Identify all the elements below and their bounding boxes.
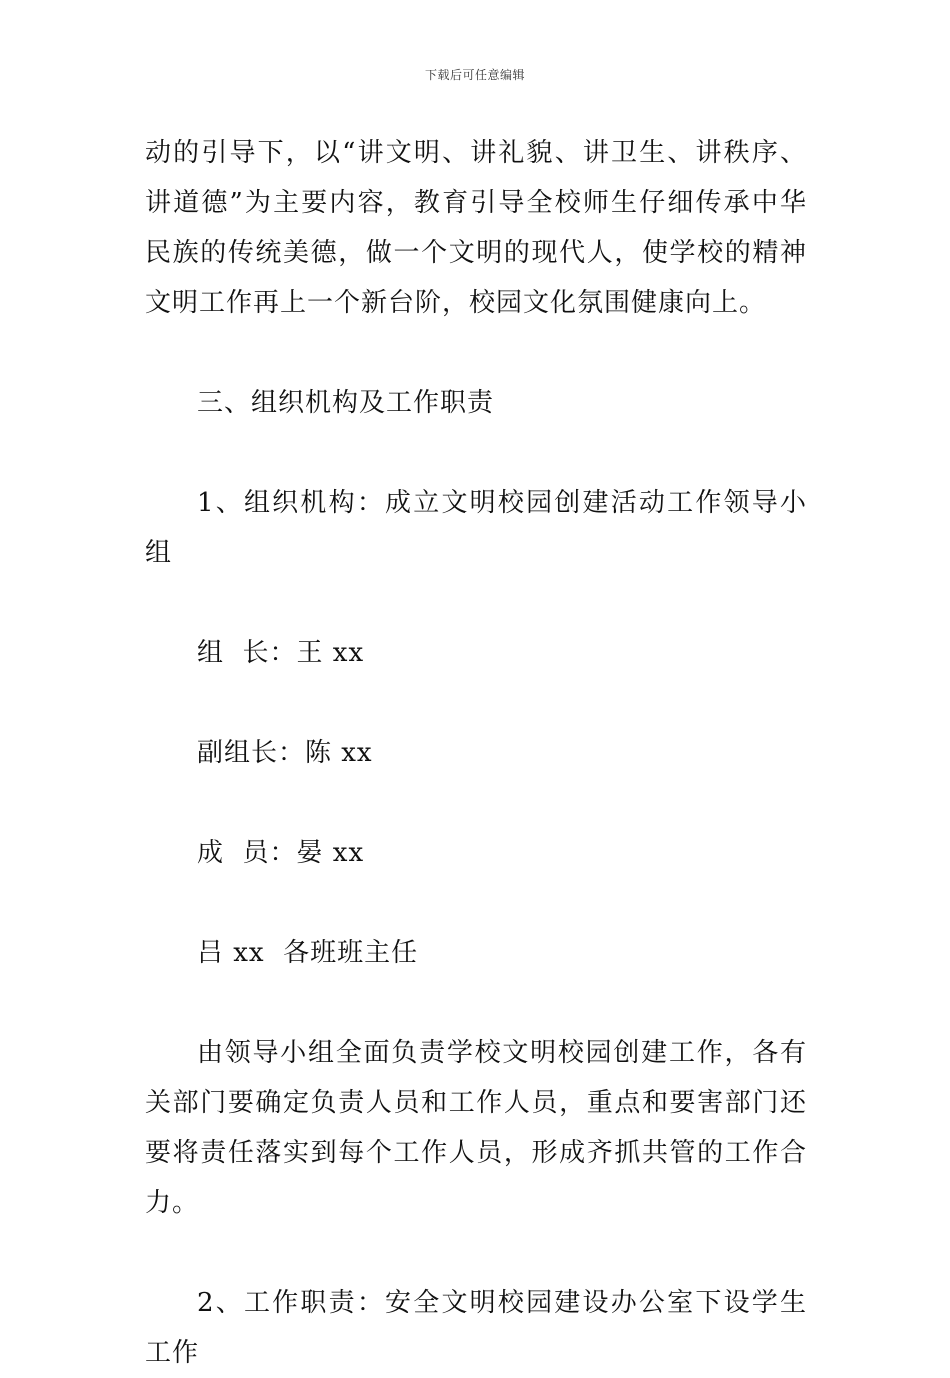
item-work-duties: 2、工作职责：安全文明校园建设办公室下设学生工作	[145, 1288, 807, 1368]
paragraph-guidance: 动的引导下，以“讲文明、讲礼貌、讲卫生、讲秩序、讲道德”为主要内容，教育引导全校师生仔细传承中华民族的传统美德，做一个文明的现代人，使学校的精神文明工作再上一个新台阶，校园文化氛围健康向上。	[145, 138, 807, 318]
paragraph-responsibility: 由领导小组全面负责学校文明校园创建工作，各有关部门要确定负责人员和工作人员，重点和要害部门还要将责任落实到每个工作人员，形成齐抓共管的工作合力。	[145, 1038, 807, 1218]
leader-line: 组 长：王 xx	[197, 638, 365, 668]
members-line: 成 员：晏 xx	[197, 838, 365, 868]
vice-leader-line: 副组长：陈 xx	[197, 738, 373, 768]
section-heading-organization: 三、组织机构及工作职责	[197, 388, 495, 418]
members-continued-line: 吕 xx 各班班主任	[197, 938, 419, 968]
item-organization-structure: 1、组织机构：成立文明校园创建活动工作领导小组	[145, 488, 807, 568]
document-body	[145, 128, 807, 1378]
header-note: 下载后可任意编辑	[424, 68, 525, 82]
